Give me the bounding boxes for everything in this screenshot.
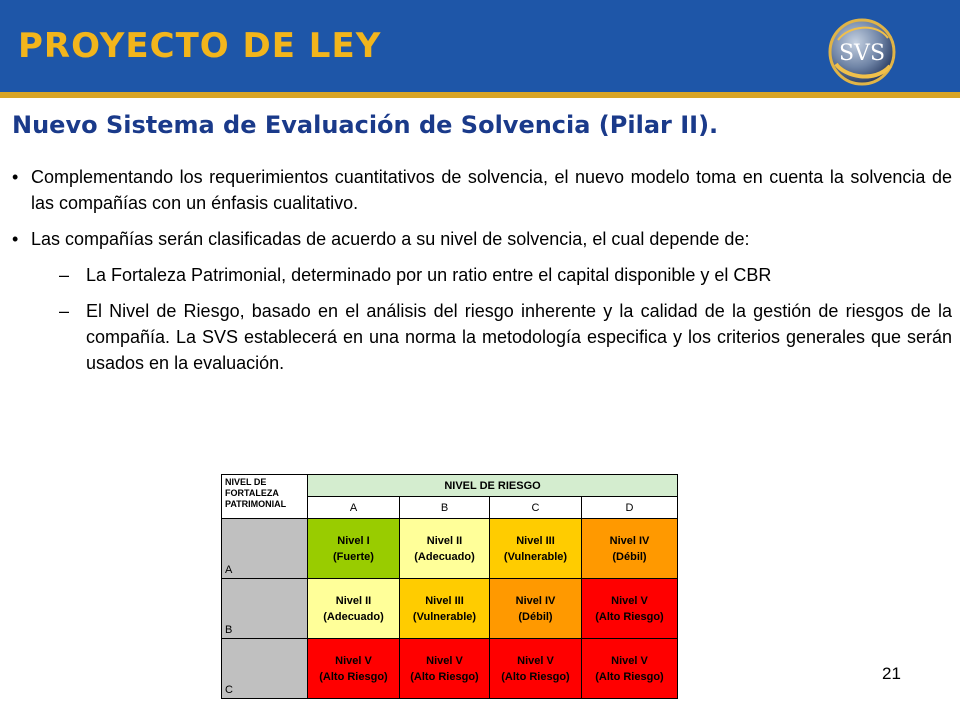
page-number: 21 xyxy=(882,664,901,683)
cell-desc: (Débil) xyxy=(612,550,647,563)
column-header: D xyxy=(582,497,678,519)
matrix-cell xyxy=(308,519,400,579)
subbullet-item xyxy=(12,262,952,288)
logo-text: SVS xyxy=(838,41,886,66)
slide-header-title: PROYECTO DE LEY xyxy=(18,26,382,66)
risk-level-header: NIVEL DE RIESGO xyxy=(308,475,678,497)
bullet-item xyxy=(12,164,952,216)
slide-body xyxy=(12,164,952,386)
cell-desc: (Alto Riesgo) xyxy=(595,610,664,623)
cell-level: Nivel V xyxy=(611,594,648,607)
bullet-text: Complementando los requerimientos cuantitativos de solvencia, el nuevo modelo toma en cuenta la solvencia de las compañías con un énfasis cualitativo. xyxy=(31,167,952,213)
matrix-cell xyxy=(400,519,490,579)
cell-level: Nivel V xyxy=(611,654,648,667)
cell-desc: (Alto Riesgo) xyxy=(319,670,388,683)
matrix-row xyxy=(222,519,678,579)
cell-level: Nivel II xyxy=(426,534,463,547)
slide-subtitle: Nuevo Sistema de Evaluación de Solvencia (Pilar II). xyxy=(12,111,719,139)
cell-level: Nivel IV xyxy=(609,534,650,547)
cell-level: Nivel I xyxy=(337,534,370,547)
row-header: C xyxy=(222,639,308,699)
cell-level: Nivel III xyxy=(425,594,464,607)
matrix-row xyxy=(222,639,678,699)
cell-desc: (Alto Riesgo) xyxy=(501,670,570,683)
bullet-marker: • xyxy=(12,167,19,187)
cell-level: Nivel II xyxy=(335,594,372,607)
column-header: B xyxy=(400,497,490,519)
subbullet-marker: – xyxy=(59,301,70,321)
row-header: B xyxy=(222,579,308,639)
column-header: A xyxy=(308,497,400,519)
cell-level: Nivel V xyxy=(426,654,463,667)
matrix-cell xyxy=(308,579,400,639)
svs-logo xyxy=(824,14,900,90)
cell-level: Nivel IV xyxy=(515,594,556,607)
cell-desc: (Débil) xyxy=(518,610,553,623)
matrix-row xyxy=(222,579,678,639)
cell-desc: (Alto Riesgo) xyxy=(410,670,479,683)
bullet-marker: • xyxy=(12,229,19,249)
subbullet-marker: – xyxy=(59,265,70,285)
corner-line: FORTALEZA xyxy=(225,488,279,498)
matrix-cell xyxy=(400,579,490,639)
matrix-cell xyxy=(490,639,582,699)
matrix-cell xyxy=(490,519,582,579)
cell-level: Nivel III xyxy=(516,534,555,547)
matrix-cell xyxy=(400,639,490,699)
bullet-text: Las compañías serán clasificadas de acuerdo a su nivel de solvencia, el cual depende de: xyxy=(31,229,750,249)
cell-level: Nivel V xyxy=(335,654,372,667)
solvency-matrix-table xyxy=(221,474,678,699)
matrix-cell xyxy=(308,639,400,699)
cell-desc: (Adecuado) xyxy=(323,610,384,623)
subbullet-item xyxy=(12,298,952,376)
title-bar-stripe xyxy=(0,92,960,98)
matrix-cell xyxy=(490,579,582,639)
row-header: A xyxy=(222,519,308,579)
subbullet-text: La Fortaleza Patrimonial, determinado por un ratio entre el capital disponible y el CBR xyxy=(86,265,772,285)
cell-desc: (Vulnerable) xyxy=(412,610,477,623)
cell-desc: (Vulnerable) xyxy=(503,550,568,563)
cell-desc: (Adecuado) xyxy=(414,550,475,563)
cell-desc: (Alto Riesgo) xyxy=(595,670,664,683)
corner-line: NIVEL DE xyxy=(225,477,267,487)
matrix-corner-label xyxy=(222,475,308,519)
column-header: C xyxy=(490,497,582,519)
bullet-item xyxy=(12,226,952,252)
matrix-cell xyxy=(582,639,678,699)
matrix-cell xyxy=(582,519,678,579)
corner-line: PATRIMONIAL xyxy=(225,499,287,509)
subbullet-text: El Nivel de Riesgo, basado en el análisis del riesgo inherente y la calidad de la gestión de riesgos de la compañía. La SVS establecerá en una norma la metodología especifica y los criterios generales que serán usados en la evaluación. xyxy=(86,301,952,373)
cell-desc: (Fuerte) xyxy=(333,550,374,563)
matrix-cell xyxy=(582,579,678,639)
cell-level: Nivel V xyxy=(517,654,554,667)
